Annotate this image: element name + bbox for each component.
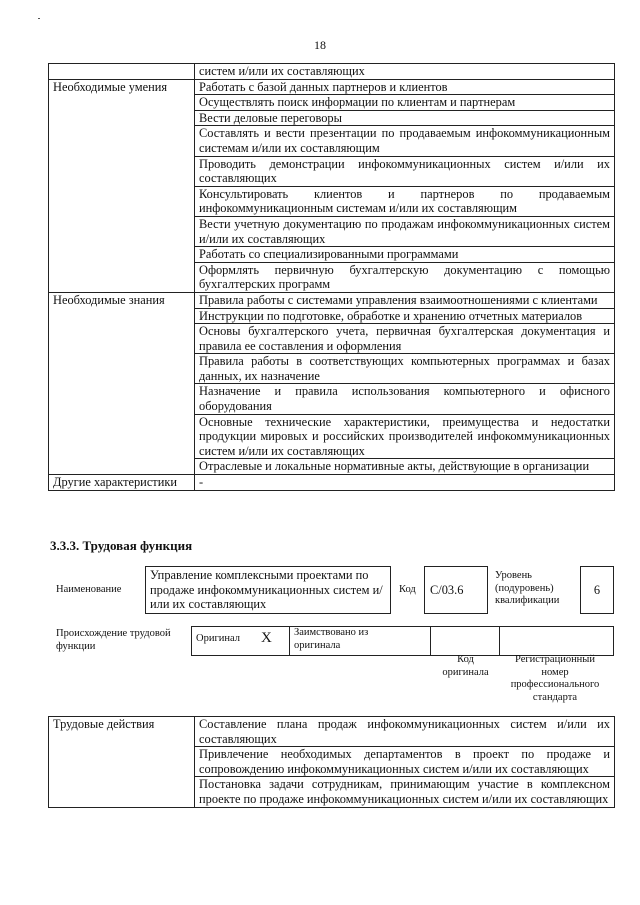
code-label: Код bbox=[399, 584, 416, 595]
other-value: - bbox=[195, 475, 615, 491]
code-original-box bbox=[430, 626, 500, 656]
skill-item: Вести деловые переговоры bbox=[195, 110, 615, 126]
code-original-label: Код оригинала bbox=[442, 654, 489, 678]
skill-item: Вести учетную документацию по продажам инфокоммуникационных систем и/или их составляющих bbox=[195, 216, 615, 246]
knowledge-item: Правила работы с системами управления взаимоотношениями с клиентами bbox=[195, 292, 615, 308]
knowledge-item: Назначение и правила использования компьютерного и офисного оборудования bbox=[195, 384, 615, 414]
name-label: Наименование bbox=[56, 584, 122, 595]
scan-mark bbox=[38, 18, 40, 19]
original-mark: X bbox=[261, 630, 272, 646]
table-row bbox=[49, 717, 615, 747]
table-row bbox=[49, 475, 615, 491]
reg-number-label: Регистрационный номер профессионального стандарта bbox=[510, 654, 600, 703]
skill-item: Составлять и вести презентации по продаваемым инфокоммуникационным системам и/или их составляющим bbox=[195, 126, 615, 156]
knowledge-item: Отраслевые и локальные нормативные акты, действующие в организации bbox=[195, 459, 615, 475]
page-number: 18 bbox=[314, 38, 326, 52]
table-row bbox=[49, 292, 615, 308]
origin-label: Происхождение трудовой функции bbox=[56, 628, 171, 652]
knowledge-item: Инструкции по подготовке, обработке и хранению отчетных материалов bbox=[195, 308, 615, 324]
code-value: С/03.6 bbox=[430, 583, 464, 597]
borrowed-label: Заимствовано из оригинала bbox=[294, 627, 369, 651]
skill-item: Работать со специализированными программами bbox=[195, 247, 615, 263]
level-label: Уровень (подуровень) квалификации bbox=[495, 570, 560, 606]
name-value: Управление комплексными проектами по продаже инфокоммуникационных систем и/или их составляющих bbox=[150, 568, 383, 612]
table-row bbox=[49, 64, 615, 80]
skill-item: Осуществлять поиск информации по клиентам и партнерам bbox=[195, 95, 615, 111]
name-value-box bbox=[145, 566, 391, 614]
code-value-box bbox=[424, 566, 488, 614]
skill-item: Оформлять первичную бухгалтерскую документацию с помощью бухгалтерских программ bbox=[195, 262, 615, 292]
empty-label-cell bbox=[49, 64, 195, 80]
labor-actions-table bbox=[48, 716, 615, 808]
reg-number-box bbox=[499, 626, 614, 656]
skill-item: Работать с базой данных партнеров и клиентов bbox=[195, 79, 615, 95]
section-heading: 3.3.3. Трудовая функция bbox=[50, 538, 193, 553]
level-value: 6 bbox=[593, 583, 601, 597]
labor-actions-label: Трудовые действия bbox=[49, 717, 195, 808]
skill-item: Проводить демонстрации инфокоммуникационных систем и/или их составляющих bbox=[195, 156, 615, 186]
skill-item: Консультировать клиентов и партнеров по продаваемым инфокоммуникационным системам и/или их составляющим bbox=[195, 186, 615, 216]
knowledge-item: Основы бухгалтерского учета, первичная бухгалтерская документация и правила ее составления и оформления bbox=[195, 324, 615, 354]
level-value-box bbox=[580, 566, 614, 614]
labor-action-item: Привлечение необходимых департаментов в проект по продаже и сопровождению инфокоммуникационных систем и/или их составляющих bbox=[195, 747, 615, 777]
table-row bbox=[49, 79, 615, 95]
knowledge-item: Правила работы в соответствующих компьютерных программах и базах данных, их назначение bbox=[195, 354, 615, 384]
original-label: Оригинал bbox=[196, 633, 240, 644]
knowledge-item: Основные технические характеристики, преимущества и недостатки продукции мировых и российских производителей инфокоммуникационных систем и/или их составляющих bbox=[195, 414, 615, 459]
knowledge-label: Необходимые знания bbox=[49, 292, 195, 474]
labor-action-item: Составление плана продаж инфокоммуникационных систем и/или их составляющих bbox=[195, 717, 615, 747]
requirements-table bbox=[48, 63, 615, 491]
continuation-cell: систем и/или их составляющих bbox=[195, 64, 615, 80]
skills-label: Необходимые умения bbox=[49, 79, 195, 292]
other-label: Другие характеристики bbox=[49, 475, 195, 491]
labor-action-item: Постановка задачи сотрудникам, принимающим участие в комплексном проекте по продаже инфокоммуникационных систем и/или их составляющих bbox=[195, 777, 615, 807]
